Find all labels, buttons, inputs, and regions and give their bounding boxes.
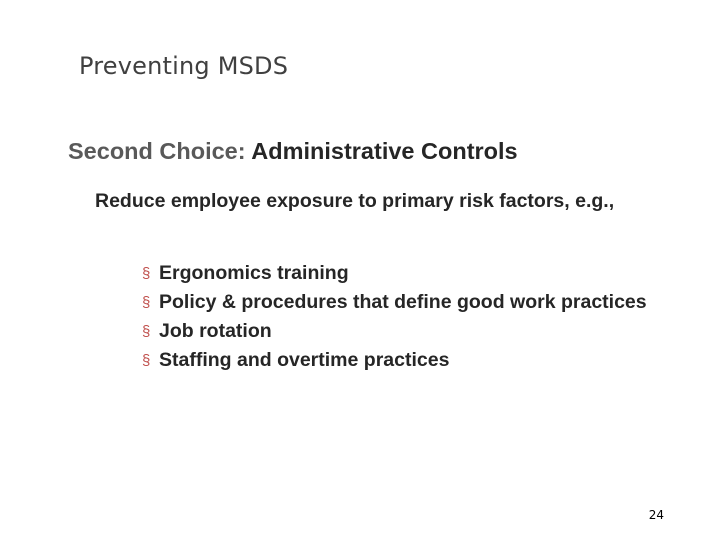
bullet-item (142, 259, 682, 288)
heading-rest: Administrative Controls (245, 138, 518, 164)
bullet-marker-icon: § (142, 294, 151, 311)
slide-title: Preventing MSDS (79, 52, 289, 80)
bullet-list (142, 259, 682, 375)
bullet-text: Policy & procedures that define good work practices (159, 291, 647, 313)
page-number: 24 (648, 508, 664, 522)
intro-text: Reduce employee exposure to primary risk factors, e.g., (95, 190, 615, 212)
bullet-item (142, 288, 682, 317)
bullet-text: Job rotation (159, 320, 272, 342)
bullet-marker-icon: § (142, 265, 151, 282)
bullet-item (142, 317, 682, 346)
bullet-text: Ergonomics training (159, 262, 349, 284)
bullet-marker-icon: § (142, 352, 151, 369)
bullet-text: Staffing and overtime practices (159, 349, 450, 371)
section-heading (68, 138, 518, 165)
heading-lead: Second Choice: (68, 138, 246, 164)
bullet-item (142, 346, 682, 375)
bullet-marker-icon: § (142, 323, 151, 340)
